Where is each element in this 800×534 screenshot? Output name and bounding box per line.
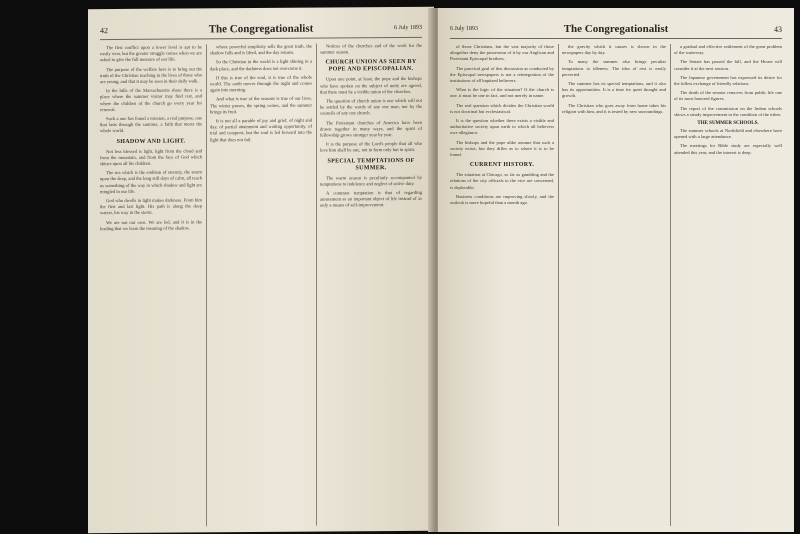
paragraph: What is the logic of the situation? If the church is one, it must be one in fact, and not merely in name. <box>450 87 554 99</box>
paragraph: Business conditions are improving slowly, and the outlook is more hopeful than a month ago. <box>450 193 554 206</box>
paragraph: Upon one point, at least, the pope and the bishops who have spoken on the subject of unity are agreed, that there must be a visible union of the churches. <box>320 76 422 95</box>
paragraph: The report of the commission on the Indian schools shows a steady improvement in the condition of the tribes. <box>674 105 782 117</box>
magazine-spread <box>88 8 794 532</box>
column-rule <box>316 44 317 526</box>
paragraph: The meetings for Bible study are especially well attended this year, and the interest is deep. <box>674 143 782 155</box>
paragraph: The situation at Chicago, so far as gambling and the relations of the city officials to the vice are concerned, is deplorable. <box>450 172 554 190</box>
paragraph: The Senate has passed the bill, and the House will consider it at the next session. <box>674 59 782 71</box>
paragraph: God who dwells in light makes darkness. From him the first and last light. His path is along the deep waters, his way in the storm. <box>100 197 202 216</box>
paragraph: To many the summer also brings peculiar temptations to idleness. The idea of rest is easily perverted. <box>562 59 666 77</box>
left-page-date: 6 July 1893 <box>393 24 422 32</box>
left-column-2 <box>210 44 312 527</box>
paragraph: a gradual and effective settlement of the great problem of the waterway. <box>674 44 782 56</box>
left-column-3 <box>320 43 422 526</box>
paragraph: The first conflict upon a lower level is apt to be easily won, but the greater struggle comes when we are asked to give the full measure of our life. <box>100 44 202 63</box>
paragraph: It is not all a parable of joy and grief, of night and day, of partial attainment and waiting opportunity, of trial and conquest, but the soul is led forward into the light that does not fail. <box>210 117 312 142</box>
paragraph: It is the purpose of the Lord's people that all who love him shall be one, not in form only but in spirit. <box>320 141 422 154</box>
right-page-date: 6 July 1893 <box>450 26 479 32</box>
right-column-2 <box>562 44 666 526</box>
paragraph: A common temptation is that of regarding amusement as an important object of life instead of as only a means of self-improvement. <box>320 189 422 209</box>
article-heading: SPECIAL TEMPTATIONS OF SUMMER. <box>327 157 415 171</box>
paragraph: We are not our own. We are led, and it is in the leading that we learn the meaning of the shadow. <box>100 219 202 231</box>
paragraph: The sea which is the emblem of eternity, the storm upon the deep, and the long still days of calm, all teach us something of the way in which shadow and light are mingled in our life. <box>100 169 202 194</box>
left-running-title: The Congregationalist <box>208 22 314 36</box>
column-rule <box>206 44 207 526</box>
paragraph: The death of the senator removes from public life one of its most honored figures. <box>674 90 782 102</box>
paragraph: The Christian who goes away from home takes his religion with him, and it is tested by new surroundings. <box>562 102 666 114</box>
article-heading: CHURCH UNION AS SEEN BY POPE AND EPISCOPALIAN. <box>325 59 417 73</box>
left-column-1 <box>100 44 202 527</box>
right-page-number: 43 <box>774 25 782 34</box>
article-heading: CURRENT HISTORY. <box>469 162 535 169</box>
paragraph: The warm season is peculiarly accompanied by temptations to indolence and neglect of active duty. <box>320 174 422 187</box>
paragraph: the gravity which it causes is shown in the newspapers day by day. <box>562 44 666 56</box>
left-running-head <box>100 21 422 40</box>
notice-paragraph: Notices of the churches and of the work for the summer season. <box>320 42 422 55</box>
column-rule <box>670 44 671 526</box>
right-column-1 <box>450 44 554 526</box>
paragraph: The question of church union is one which will not be settled by the words of any one man, nor by the councils of any one church. <box>320 97 422 117</box>
paragraph: So the Christian in the world is a light shining in a dark place, and the darkness does not overcome it. <box>210 59 312 71</box>
right-columns <box>450 44 782 526</box>
paragraph: It is the question whether there exists a visible and authoritative society upon earth to which all believers owe allegiance. <box>450 118 554 136</box>
paragraph: The Protestant churches of America have been drawn together in many ways, and the spirit of fellowship grows stronger year by year. <box>320 119 422 138</box>
paragraph: The Japanese government has expressed its desire for the fullest exchange of friendly relations. <box>674 74 782 87</box>
right-column-3 <box>674 44 782 526</box>
paragraph: of those Christians, but the vast majority of those altogether deny the possession of it by our Anglican and Protestant Episcopal brothers. <box>450 44 554 62</box>
paragraph: In the hills of the Massachusetts shore there is a place where the summer visitor may find rest, and where the children of the church go every year for renewal. <box>100 87 202 112</box>
left-page-number: 42 <box>100 26 108 36</box>
paragraph: Such a one has found a mission, a real purpose, one that lasts through the summer, a faith that meets the whole world. <box>100 115 202 134</box>
paragraph: The bishops and the pope alike assume that such a society exists, but they differ as to where it is to be found. <box>450 139 554 158</box>
paragraph: The purpose of the welfare here is to bring out the truth of the Christian teaching in the lives of those who are young, and that it may be seen in their daily walk. <box>100 66 202 85</box>
paragraph: The summer schools at Northfield and elsewhere have opened with a large attendance. <box>674 128 782 140</box>
left-page <box>88 7 434 533</box>
left-columns <box>100 43 422 527</box>
paragraph: The summer has its special temptations, and it also has its opportunities. It is a time for quiet thought and growth. <box>562 81 666 99</box>
right-running-head <box>450 22 782 39</box>
paragraph: The practical goal of this discussion as conducted by the Episcopal newspapers is not a reintegration of the institutions of all baptized believers. <box>450 65 554 84</box>
paragraph: Not less blessed is light, light from the cloud and from the mountain, and from the face of God which shines upon all his children. <box>100 148 202 167</box>
paragraph: If this is true of the soul, it is true of the whole world. The earth moves through the night and comes again into morning. <box>210 74 312 93</box>
paragraph: The real question which divides the Christian world is not doctrinal but ecclesiastical. <box>450 102 554 114</box>
paragraph: whose powerful simplicity tells the great truth, the shadow falls and is lifted, and the day returns. <box>210 43 312 56</box>
column-rule <box>558 44 559 526</box>
article-heading: THE SUMMER SCHOOLS. <box>697 121 759 127</box>
right-page <box>438 8 794 532</box>
right-running-title: The Congregationalist <box>563 23 669 35</box>
article-heading: SHADOW AND LIGHT. <box>116 138 186 145</box>
paragraph: And what is true of the seasons is true of our lives. The winter passes, the spring comes, and the summer brings its fruit. <box>210 96 312 115</box>
